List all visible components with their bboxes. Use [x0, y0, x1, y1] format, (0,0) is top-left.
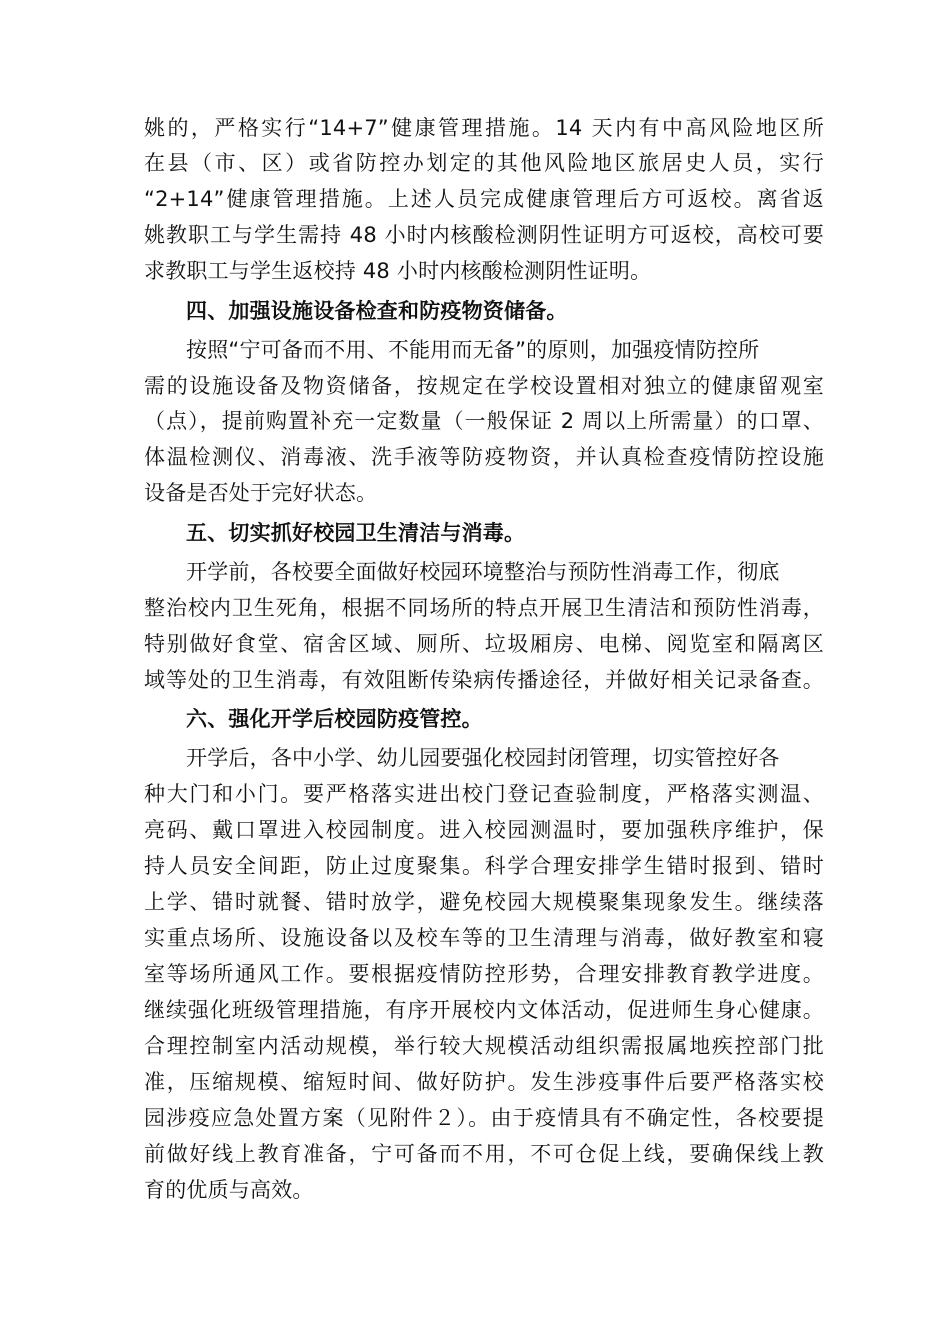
- paragraph-line: 亮码、戴口罩进入校园制度。进入校园测温时，要加强秩序维护，保: [144, 818, 824, 842]
- paragraph-line: 继续强化班级管理措施，有序开展校内文体活动，促进师生身心健康。: [144, 998, 824, 1022]
- paragraph-line: 室等场所通风工作。要根据疫情防控形势，合理安排教育教学进度。: [144, 962, 824, 986]
- paragraph-line: “2+14”健康管理措施。上述人员完成健康管理后方可返校。离省返: [144, 187, 824, 211]
- section-heading: 六、强化开学后校园防疫管控。: [186, 707, 483, 731]
- paragraph-line: 姚的，严格实行“14+7”健康管理措施。14 天内有中高风险地区所: [144, 116, 824, 140]
- paragraph-line: 持人员安全间距，防止过度聚集。科学合理安排学生错时报到、错时: [144, 854, 824, 878]
- section-heading: 五、切实抓好校园卫生清洁与消毒。: [186, 521, 526, 545]
- paragraph-line: 上学、错时就餐、错时放学，避免校园大规模聚集现象发生。继续落: [144, 890, 824, 914]
- paragraph-line: 园涉疫应急处置方案（见附件２）。由于疫情具有不确定性，各校要提: [144, 1106, 824, 1130]
- paragraph-line: 准，压缩规模、缩短时间、做好防护。发生涉疫事件后要严格落实校: [144, 1070, 824, 1094]
- paragraph-line: 姚教职工与学生需持 48 小时内核酸检测阴性证明方可返校，高校可要: [144, 223, 824, 247]
- paragraph-line: 合理控制室内活动规模，举行较大规模活动组织需报属地疾控部门批: [144, 1034, 824, 1058]
- paragraph-line: 开学后，各中小学、幼儿园要强化校园封闭管理，切实管控好各: [186, 746, 780, 770]
- paragraph-line: 域等处的卫生消毒，有效阻断传染病传播途径，并做好相关记录备查。: [144, 668, 824, 692]
- paragraph-line: 开学前，各校要全面做好校园环境整治与预防性消毒工作，彻底: [186, 560, 780, 584]
- section-heading: 四、加强设施设备检查和防疫物资储备。: [186, 299, 568, 323]
- paragraph-line: 在县（市、区）或省防控办划定的其他风险地区旅居史人员，实行: [144, 151, 824, 175]
- paragraph-line: 种大门和小门。要严格落实进出校门登记查验制度，严格落实测温、: [144, 782, 824, 806]
- paragraph-line: 特别做好食堂、宿舍区域、厕所、垃圾厢房、电梯、阅览室和隔离区: [144, 632, 824, 656]
- paragraph-line: 育的优质与高效。: [144, 1178, 314, 1202]
- paragraph-line: 设备是否处于完好状态。: [144, 481, 378, 505]
- paragraph-line: 实重点场所、设施设备以及校车等的卫生清理与消毒，做好教室和寝: [144, 926, 824, 950]
- paragraph-line: （点），提前购置补充一定数量（一般保证 2 周以上所需量）的口罩、: [144, 409, 824, 433]
- paragraph-line: 体温检测仪、消毒液、洗手液等防疫物资，并认真检查疫情防控设施: [144, 445, 824, 469]
- paragraph-line: 按照“宁可备而不用、不能用而无备”的原则，加强疫情防控所: [186, 338, 760, 362]
- paragraph-line: 需的设施设备及物资储备，按规定在学校设置相对独立的健康留观室: [144, 374, 824, 398]
- paragraph-line: 前做好线上教育准备，宁可备而不用，不可仓促上线，要确保线上教: [144, 1142, 824, 1166]
- paragraph-line: 求教职工与学生返校持 48 小时内核酸检测阴性证明。: [144, 259, 652, 283]
- paragraph-line: 整治校内卫生死角，根据不同场所的特点开展卫生清洁和预防性消毒，: [144, 596, 824, 620]
